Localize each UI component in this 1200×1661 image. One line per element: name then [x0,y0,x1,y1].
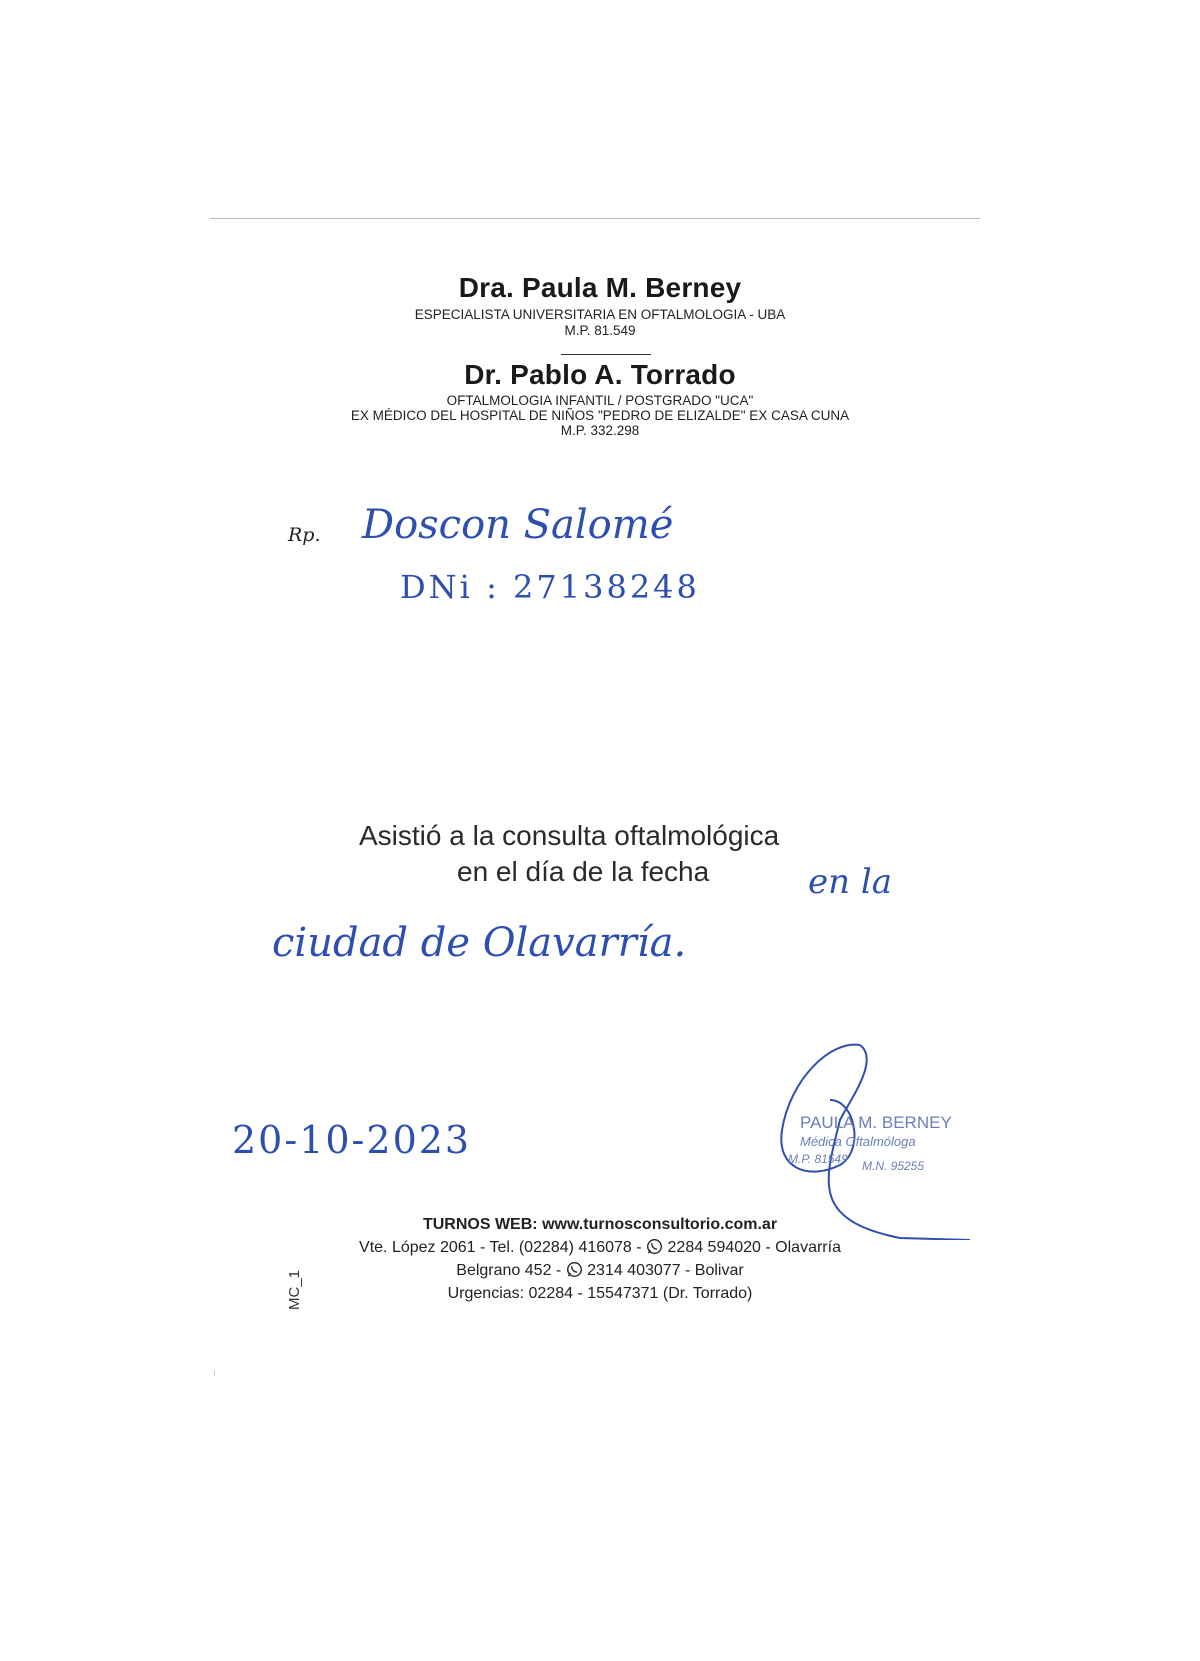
statement-line1: Asistió a la consulta oftalmológica [359,820,780,851]
whatsapp-icon [646,1238,663,1255]
whatsapp-icon [566,1261,583,1278]
handwritten-continuation-2: ciudad de Olavarría. [272,920,687,966]
stamp-mp: M.P. 81549 [788,1152,848,1166]
patient-name-handwritten: Doscon Salomé [362,502,674,548]
page-bottom-edge [214,1370,215,1376]
footer-bolivar-prefix: Belgrano 452 - [456,1262,562,1279]
doctor1-license: M.P. 81.549 [564,323,636,338]
footer-olavarria [0,1237,1200,1258]
footer-olavarria-suffix: 2284 594020 - Olavarría [667,1239,841,1256]
doctor2-experience: EX MÉDICO DEL HOSPITAL DE NIÑOS "PEDRO DE ELIZALDE" EX CASA CUNA [350,408,850,423]
doctor1-name: Dra. Paula M. Berney [458,272,742,303]
footer-bolivar [0,1260,1200,1281]
statement-line2: en el día de la fecha [457,856,710,887]
dni-handwritten: DNi : 27138248 [400,568,700,606]
handwritten-continuation-1: en la [808,862,892,902]
signature-stamp [770,1040,970,1240]
footer-bolivar-suffix: 2314 403077 - Bolivar [587,1262,744,1279]
stamp-mn: M.N. 95255 [862,1159,925,1173]
form-code: MC_1 [286,1269,303,1310]
doctor1-specialty: ESPECIALISTA UNIVERSITARIA EN OFTALMOLOGIA - UBA [414,307,786,322]
footer-olavarria-prefix: Vte. López 2061 - Tel. (02284) 416078 - [359,1239,642,1256]
doctor2-license: M.P. 332.298 [560,423,640,438]
rp-label: Rp. [288,524,321,546]
footer-web-label: TURNOS WEB: [422,1216,538,1233]
doctor2-specialty: OFTALMOLOGIA INFANTIL / POSTGRADO "UCA" [446,393,754,408]
stamp-name: PAULA M. BERNEY [800,1113,952,1132]
doctor2-name: Dr. Pablo A. Torrado [464,359,736,390]
footer-urgencias: Urgencias: 02284 - 15547371 (Dr. Torrado) [447,1285,753,1302]
page-top-edge [210,218,980,219]
date-handwritten: 20-10-2023 [232,1118,472,1162]
footer-web [0,1214,1200,1235]
header-divider [561,354,651,355]
stamp-title: Médica Oftalmóloga [800,1134,916,1149]
footer-web-url: www.turnosconsultorio.com.ar [542,1216,778,1233]
